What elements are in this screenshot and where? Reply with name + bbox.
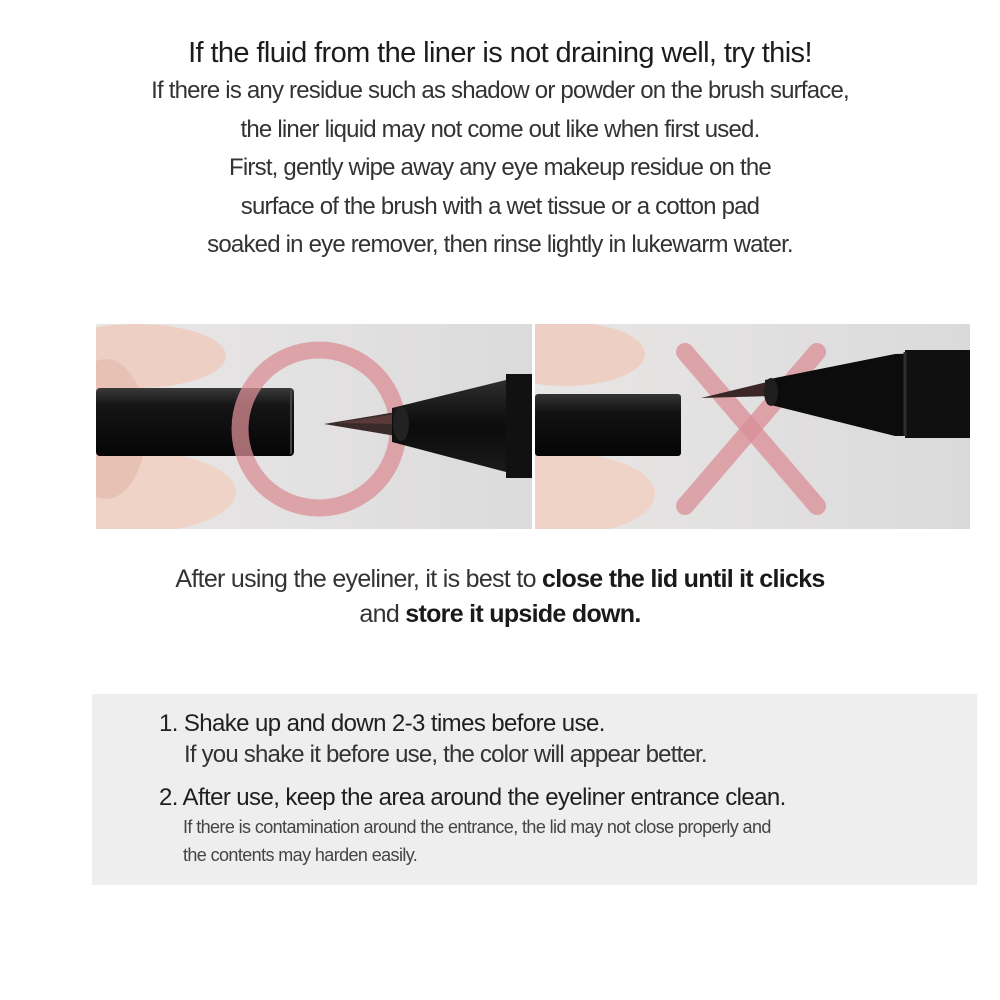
tip-item	[159, 782, 959, 869]
correct-example-photo	[96, 324, 532, 529]
storage-note-emphasis: close the lid until it clicks	[542, 565, 825, 593]
storage-note-emphasis: store it upside down.	[405, 600, 641, 628]
tip-heading: 2. After use, keep the area around the eyeliner entrance clean.	[159, 784, 786, 811]
intro-section	[0, 34, 1000, 265]
intro-line: surface of the brush with a wet tissue or a cotton pad	[240, 192, 760, 220]
tip-detail: If you shake it before use, the color will appear better.	[184, 741, 707, 768]
eyeliner-cap	[535, 394, 681, 456]
tip-heading: 1. Shake up and down 2-3 times before use.	[159, 710, 605, 737]
intro-line: First, gently wipe away any eye makeup residue on the	[229, 154, 771, 181]
tip-detail: If there is contamination around the entrance, the lid may not close properly and	[183, 817, 771, 837]
intro-title: If the fluid from the liner is not draining well, try this!	[188, 37, 812, 69]
storage-note-line-2	[0, 597, 1000, 632]
intro-line: the liner liquid may not come out like when first used.	[240, 115, 760, 143]
eyeliner-cap	[96, 388, 294, 456]
usage-tips-box	[92, 694, 977, 885]
tip-detail: the contents may harden easily.	[183, 845, 418, 865]
eyeliner-photo-strip	[96, 324, 970, 529]
storage-note-line-1	[0, 562, 1000, 597]
intro-line: If there is any residue such as shadow or powder on the brush surface,	[151, 77, 849, 104]
correct-example-illustration	[96, 324, 532, 529]
storage-note-text: and	[359, 600, 406, 628]
intro-line: soaked in eye remover, then rinse lightly in lukewarm water.	[207, 231, 793, 258]
tip-item	[159, 708, 959, 770]
storage-note	[0, 562, 1000, 632]
storage-note-text: After using the eyeliner, it is best to	[175, 565, 543, 593]
incorrect-example-photo	[535, 324, 970, 529]
incorrect-example-illustration	[535, 324, 970, 529]
